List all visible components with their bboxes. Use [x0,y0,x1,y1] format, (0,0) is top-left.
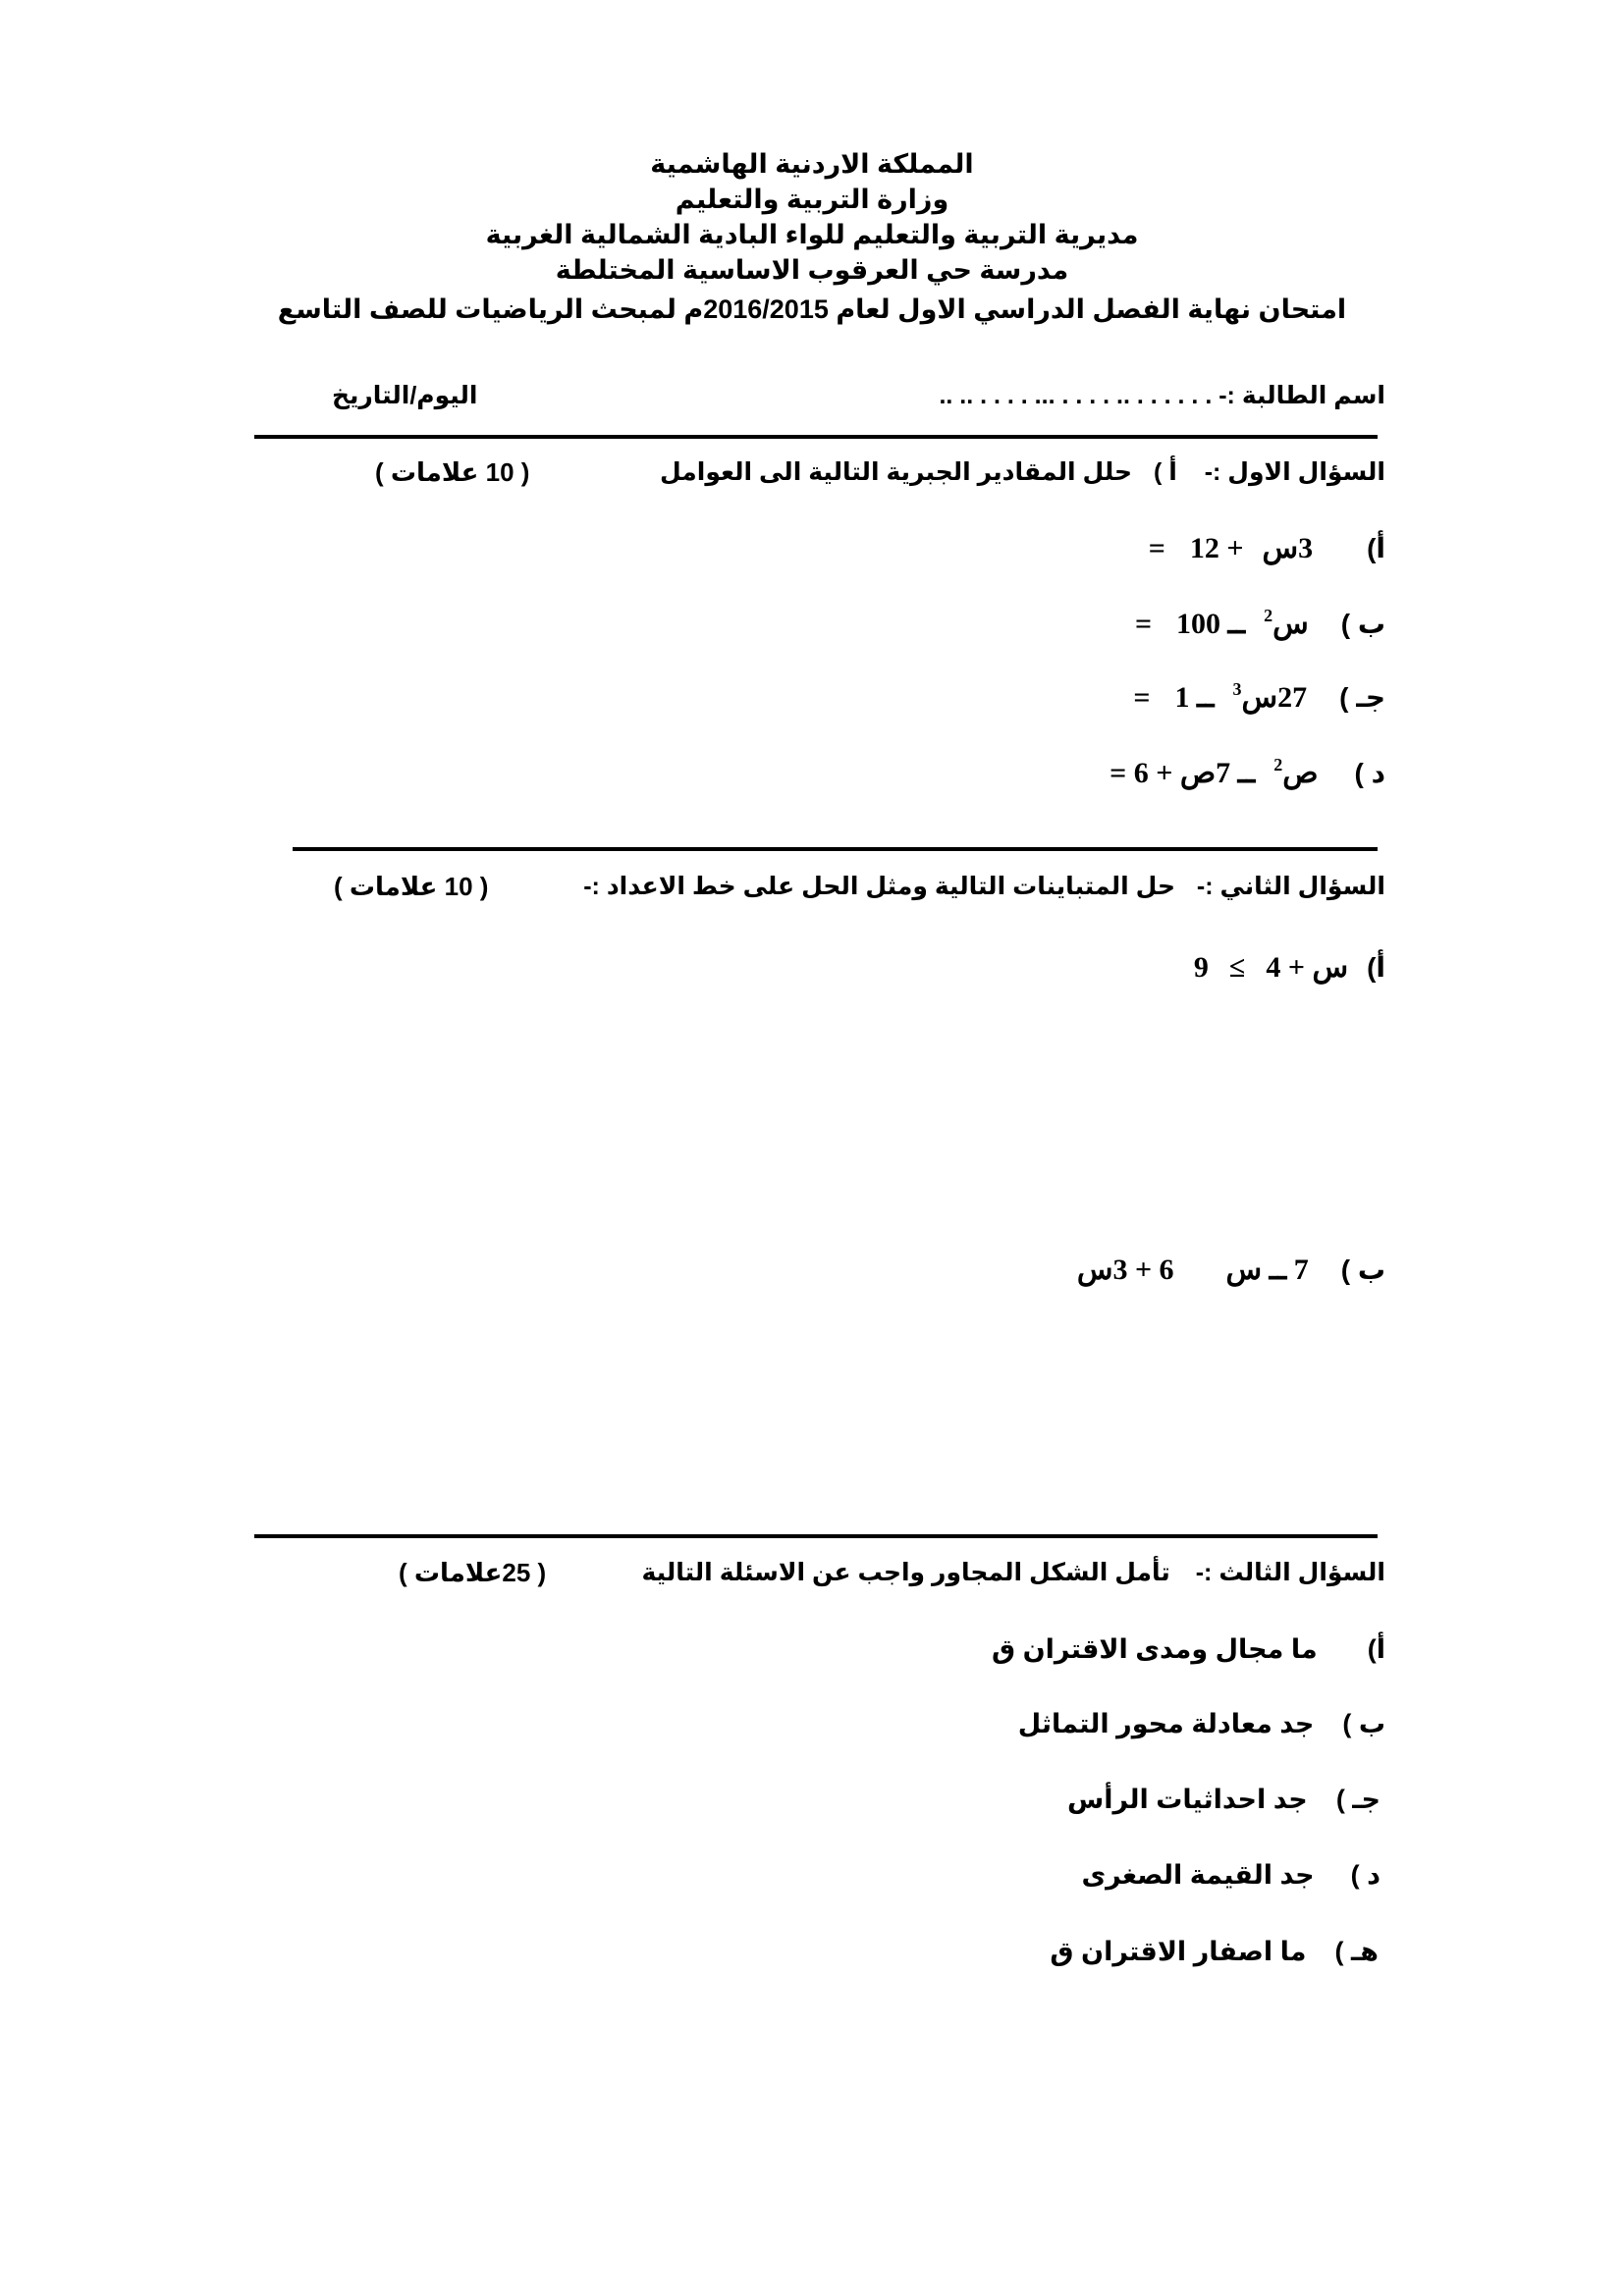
question-1-part-label: أ ) [1153,458,1177,486]
q1-item-a-equals: = [1148,532,1165,564]
q1-item-b [1135,607,1385,641]
q3-item-b [1018,1709,1385,1739]
q2-item-b [1077,1253,1385,1287]
q3-item-d-label: د ) [1350,1860,1380,1890]
q1-item-b-label: ب ) [1340,609,1385,639]
q3-item-d [1081,1860,1380,1891]
q2-item-a-expression: س + 4 [1266,951,1349,984]
question-2-title: السؤال الثاني :- [1196,873,1385,900]
q1-item-d-rest: ــ 7ص + 6 [1133,757,1256,789]
question-1-instruction: حلل المقادير الجبرية التالية الى العوامل [659,458,1133,486]
q1-item-a-rest: + 12 [1189,532,1244,564]
q1-item-c-base: 27س [1241,681,1308,714]
q1-item-d-equals: = [1110,757,1127,789]
q3-item-b-label: ب ) [1342,1709,1385,1738]
q1-item-b-rest: ــ 100 [1176,608,1246,640]
question-2-instruction: حل المتباينات التالية ومثل الحل على خط الاعداد :- [583,873,1175,900]
q1-item-a-base: 3س [1262,532,1314,564]
exam-title: امتحان نهاية الفصل الدراسي الاول لعام 2016/2015م لمبحث الرياضيات للصف التاسع [277,294,1347,324]
q1-item-c-label: جـ ) [1339,682,1385,713]
student-name-row [939,381,1385,410]
q1-item-c [1133,680,1385,715]
q1-item-b-equals: = [1134,608,1153,640]
question-2-marks: ( 10 علامات ) [334,872,489,901]
divider-2 [293,847,1378,851]
q3-item-e-text: ما اصفار الاقتران ق [1050,1937,1307,1966]
question-2-heading [583,872,1385,901]
student-name-field[interactable]: . . . . . . .. . . . . ... . . . . .. .. [939,382,1213,409]
header-school: مدرسة حي العرقوب الاساسية المختلطة [555,255,1069,285]
q1-item-c-exponent: 3 [1232,679,1242,699]
q3-item-a-text: ما مجال ومدى الاقتران ق [991,1634,1318,1664]
q2-item-a-rhs: 9 [1193,951,1209,984]
q2-item-b-rhs: 6 + 3س [1076,1254,1174,1286]
q1-item-b-base: س [1272,608,1309,640]
q2-item-a-label: أ) [1367,952,1385,983]
header-kingdom: المملكة الاردنية الهاشمية [650,149,974,179]
q1-item-d-exponent: 2 [1273,755,1283,774]
q3-item-c [1067,1785,1380,1815]
divider-1 [254,435,1378,439]
q3-item-b-text: جد معادلة محور التماثل [1017,1709,1315,1738]
q3-item-a-label: أ) [1367,1634,1385,1664]
question-1-title: السؤال الاول :- [1204,458,1385,486]
q1-item-d-label: د ) [1354,758,1385,788]
q2-item-a [1194,950,1385,985]
date-label: اليوم/التاريخ [332,382,478,409]
question-3-title: السؤال الثالث :- [1195,1559,1385,1586]
header-ministry: وزارة التربية والتعليم [675,185,949,214]
divider-3 [254,1534,1378,1538]
q2-item-b-expression: 7 ــ س [1225,1254,1309,1286]
header-directorate: مديرية التربية والتعليم للواء البادية الشمالية الغربية [485,220,1139,249]
question-1-marks: ( 10 علامات ) [375,457,530,487]
question-3-heading [641,1558,1385,1587]
q3-item-d-text: جد القيمة الصغرى [1081,1860,1315,1890]
q3-item-e [1050,1937,1379,1967]
q1-item-a-label: أ) [1367,533,1385,563]
question-3-instruction: تأمل الشكل المجاور واجب عن الاسئلة التالية [641,1559,1170,1586]
q2-item-b-label: ب ) [1340,1255,1385,1285]
question-1-heading [660,457,1385,487]
q3-item-e-label: هـ ) [1334,1937,1379,1966]
q2-item-a-relation: ≥ [1228,951,1246,984]
q3-item-c-label: جـ ) [1335,1785,1380,1814]
q1-item-d [1110,756,1385,790]
q1-item-b-exponent: 2 [1264,606,1273,625]
q1-item-a [1149,531,1385,565]
question-3-marks: ( 25علامات ) [399,1558,547,1587]
q1-item-d-base: ص [1282,757,1319,789]
q1-item-c-rest: ــ 1 [1174,681,1215,714]
student-name-label: اسم الطالبة :- [1218,382,1385,409]
q1-item-c-equals: = [1133,681,1151,714]
q3-item-c-text: جد احداثيات الرأس [1067,1785,1308,1814]
q3-item-a [992,1634,1385,1665]
